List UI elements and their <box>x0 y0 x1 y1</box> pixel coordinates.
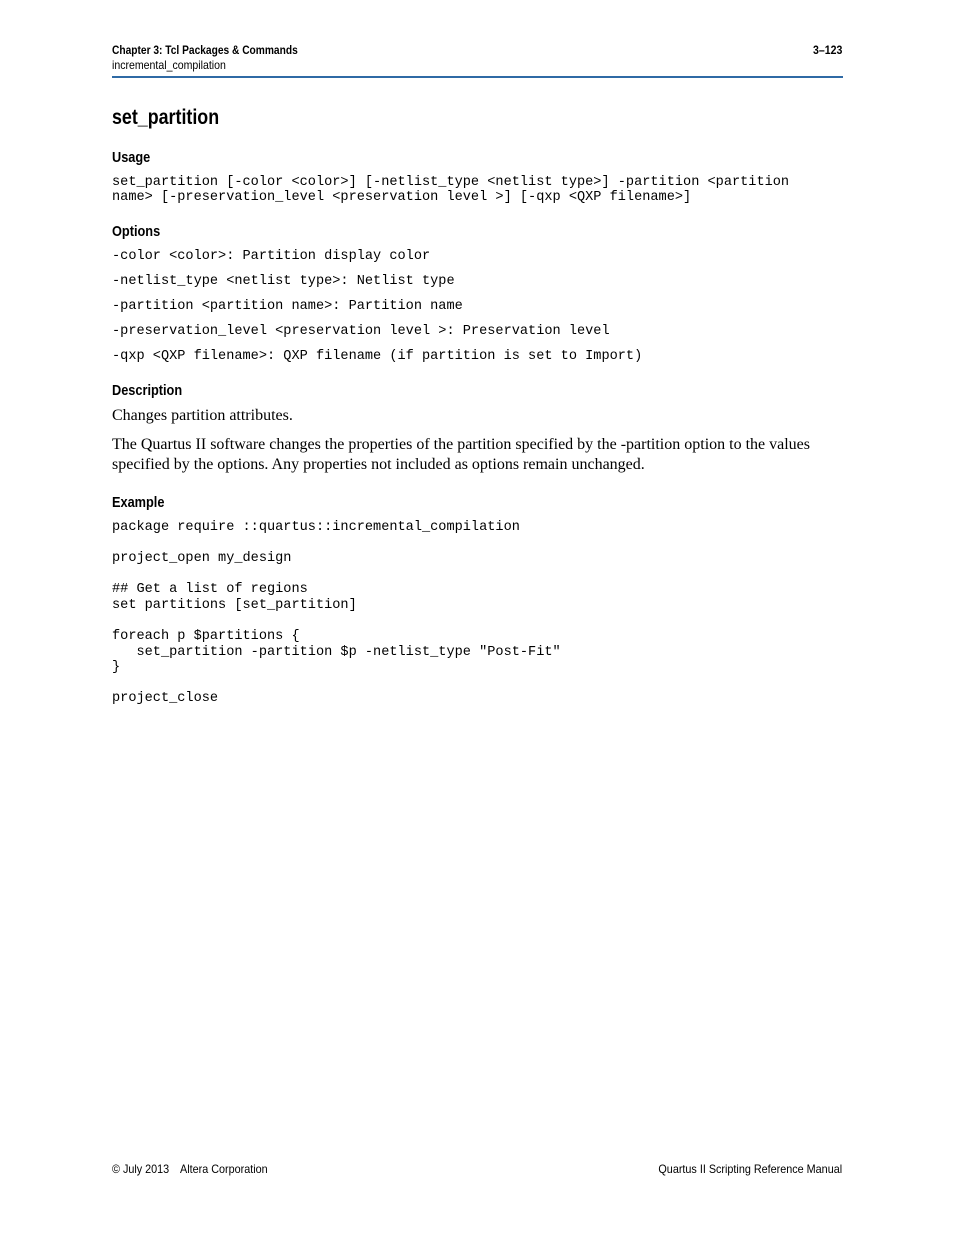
running-header <box>112 43 331 73</box>
usage-line-2: name> [-preservation_level <preservation level >] [-qxp <QXP filename>] <box>112 190 692 205</box>
code-line: project_open my_design <box>112 551 292 566</box>
section-name: incremental_compilation <box>112 58 226 72</box>
example-heading: Example <box>112 494 165 511</box>
description-heading: Description <box>112 382 183 399</box>
footer-left <box>112 1162 268 1177</box>
option-item: -preservation_level <preservation level >: Preservation level <box>112 324 610 339</box>
code-line: project_close <box>112 691 219 706</box>
option-item: -color <color>: Partition display color <box>112 249 431 264</box>
options-heading: Options <box>112 223 161 240</box>
footer-manual-title: Quartus II Scripting Reference Manual <box>658 1162 842 1176</box>
option-item: -netlist_type <netlist type>: Netlist type <box>112 274 455 289</box>
code-line: set partitions [set_partition] <box>112 598 357 613</box>
code-line: set_partition -partition $p -netlist_type "Post-Fit" <box>112 645 561 660</box>
footer-date: © July 2013 <box>112 1162 170 1176</box>
usage-line-1: set_partition [-color <color>] [-netlist_type <netlist type>] -partition <partition <box>112 175 790 190</box>
page-number: 3–123 <box>812 43 842 57</box>
description-paragraph: Changes partition attributes. <box>112 407 293 424</box>
code-line: ## Get a list of regions <box>112 582 308 597</box>
header-divider <box>112 76 843 78</box>
page-title: set_partition <box>112 106 220 129</box>
chapter-title: Chapter 3: Tcl Packages & Commands <box>112 43 298 57</box>
code-line: foreach p $partitions { <box>112 629 300 644</box>
description-paragraph: The Quartus II software changes the properties of the partition specified by the -partition option to the values specified by the options. Any properties not included as options remain unchanged. <box>112 436 811 473</box>
usage-heading: Usage <box>112 149 151 166</box>
option-item: -partition <partition name>: Partition name <box>112 299 463 314</box>
code-line: package require ::quartus::incremental_compilation <box>112 520 520 535</box>
option-item: -qxp <QXP filename>: QXP filename (if partition is set to Import) <box>112 349 643 364</box>
code-line: } <box>112 660 121 675</box>
footer-company: Altera Corporation <box>179 1162 268 1176</box>
